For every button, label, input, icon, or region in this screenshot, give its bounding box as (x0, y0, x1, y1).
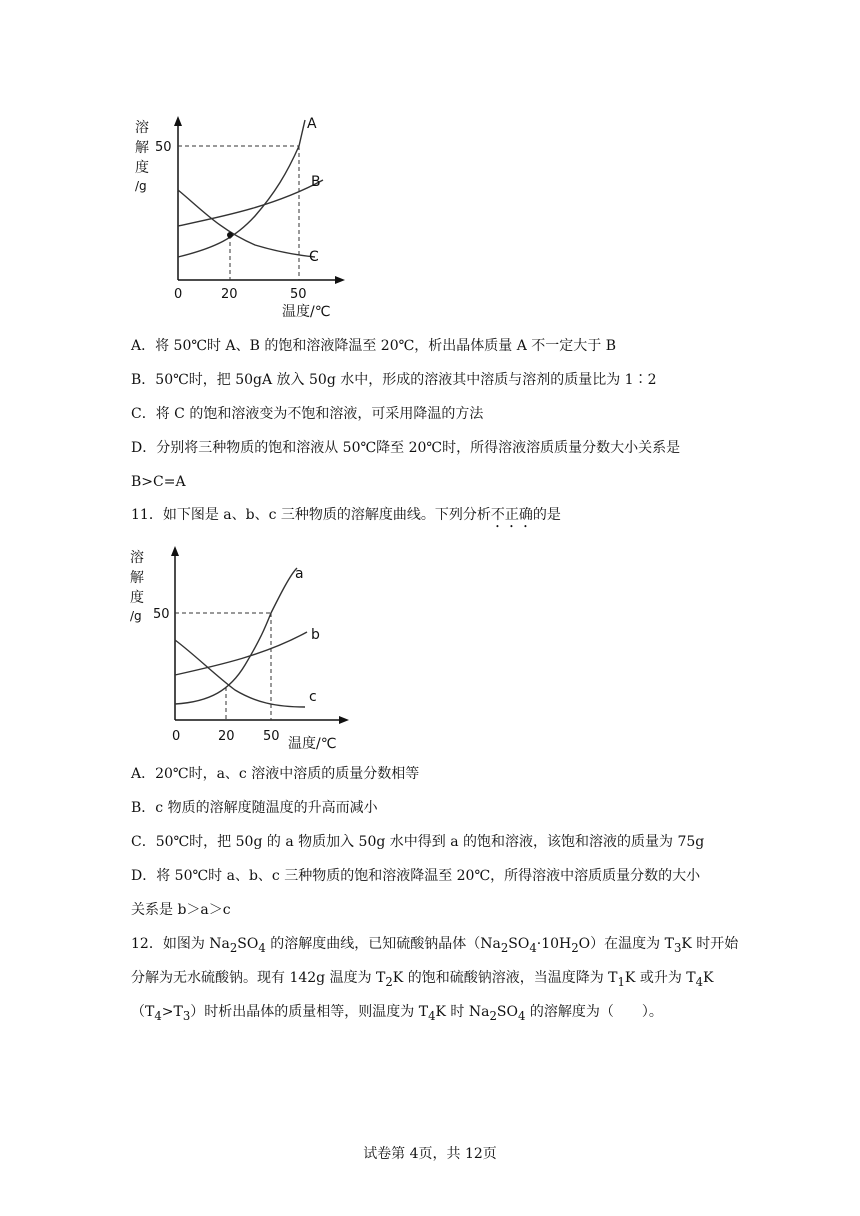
subscript: 2 (489, 1008, 497, 1023)
y-tick-50: 50 (155, 140, 172, 155)
series-label-b: B (311, 174, 321, 190)
subscript: 4 (529, 940, 537, 955)
x-axis-arrow (335, 276, 345, 284)
x-label: 温度/℃ (282, 304, 331, 320)
q11-stem-pre: 11．如下图是 a、b、c 三种物质的溶解度曲线。下列分析 (131, 507, 491, 523)
curve-b (175, 632, 307, 675)
x-tick-0: 0 (174, 287, 183, 302)
y-tick-50: 50 (153, 607, 170, 622)
q12-text: O）在温度为 T (578, 936, 674, 952)
subscript: 2 (229, 940, 238, 955)
q12-text: K 时开始 (681, 936, 739, 952)
q12-text: 的溶解度曲线，已知硫酸钠晶体（Na (265, 936, 501, 952)
subscript: 2 (571, 940, 579, 955)
q12-text: >T (161, 1004, 183, 1020)
x-axis-arrow (339, 716, 349, 724)
q11-stem-emphasis: 不正确 (490, 507, 533, 523)
q10-option-d-cont: B>C=A (131, 474, 186, 490)
q11-option-c: C．50℃时，把 50g 的 a 物质加入 50g 水中得到 a 的饱和溶液，该饱和溶液的质量为 75g (131, 834, 705, 850)
q12-text: K 的饱和硫酸钠溶液，当温度降为 T (392, 970, 618, 986)
q12-line-2 (131, 968, 714, 992)
subscript: 4 (428, 1008, 436, 1023)
q11-option-d: D．将 50℃时 a、b、c 三种物质的饱和溶液降温至 20℃，所得溶液中溶质质量分数的大小 (131, 868, 701, 884)
x-tick-20: 20 (218, 729, 235, 744)
q11-option-b: B．c 物质的溶解度随温度的升高而减小 (131, 800, 378, 816)
y-axis-arrow (174, 116, 182, 126)
y-label-2: 解 (135, 140, 149, 156)
intersection-point (227, 232, 233, 238)
q12-line-1 (131, 934, 738, 958)
y-label-4: /g (135, 179, 147, 193)
q12-text: SO (237, 936, 259, 952)
q12-text: K (703, 970, 714, 986)
x-tick-50: 50 (263, 729, 280, 744)
subscript: 3 (673, 940, 682, 955)
x-tick-0: 0 (172, 729, 181, 744)
curve-b (178, 180, 323, 226)
q12-text: K 时 Na (435, 1004, 490, 1020)
series-label-a: a (295, 566, 304, 582)
curve-a (175, 568, 297, 704)
q10-option-a: A．将 50℃时 A、B 的饱和溶液降温至 20℃，析出晶体质量 A 不一定大于 B (131, 338, 617, 354)
subscript: 2 (500, 940, 509, 955)
y-label-4: /g (130, 609, 142, 623)
y-label-3: 度 (130, 590, 144, 606)
series-label-b: b (311, 627, 320, 643)
q12-text: K 或升为 T (624, 970, 696, 986)
y-label-2: 解 (130, 570, 144, 586)
subscript: 3 (182, 1008, 191, 1023)
q12-text: ）时析出晶体的质量相等，则温度为 T (190, 1004, 429, 1020)
q11-stem (131, 505, 561, 531)
solubility-chart-abc (125, 108, 365, 323)
series-label-a: A (307, 116, 317, 132)
subscript: 4 (695, 974, 704, 989)
subscript: 1 (617, 974, 625, 989)
q10-option-b: B．50℃时，把 50gA 放入 50g 水中，形成的溶液其中溶质与溶剂的质量比为 1∶2 (131, 372, 657, 388)
q10-option-c: C．将 C 的饱和溶液变为不饱和溶液，可采用降温的方法 (131, 406, 484, 422)
subscript: 4 (517, 1008, 526, 1023)
x-tick-50: 50 (290, 287, 307, 302)
q12-text: 12．如图为 Na (131, 936, 230, 952)
x-tick-20: 20 (221, 287, 238, 302)
q12-text: ·10H (536, 936, 572, 952)
page-footer: 试卷第 4页，共 12页 (363, 1146, 497, 1162)
q11-option-a: A．20℃时，a、c 溶液中溶质的质量分数相等 (131, 766, 420, 782)
q11-stem-post: 的是 (532, 507, 561, 523)
series-label-c: C (309, 249, 319, 265)
subscript: 4 (258, 940, 266, 955)
subscript: 2 (385, 974, 393, 989)
q10-option-d: D．分别将三种物质的饱和溶液从 50℃降至 20℃时，所得溶液溶质质量分数大小关系是 (131, 440, 681, 456)
series-label-c: c (309, 689, 317, 705)
q12-line-3 (131, 1002, 663, 1026)
q12-text: （T (131, 1004, 155, 1020)
q11-option-d-cont: 关系是 b＞a＞c (131, 902, 231, 918)
q12-text: SO (496, 1004, 518, 1020)
y-label-1: 溶 (135, 120, 149, 136)
solubility-chart-abc-lower (125, 540, 365, 755)
y-axis-arrow (171, 546, 179, 556)
curve-a (178, 120, 305, 257)
q12-text: 的溶解度为（ ）。 (525, 1004, 663, 1020)
curve-c (178, 190, 315, 257)
y-label-3: 度 (135, 160, 149, 176)
subscript: 4 (154, 1008, 162, 1023)
y-label-1: 溶 (130, 550, 144, 566)
q12-text: SO (508, 936, 530, 952)
q12-text: 分解为无水硫酸钠。现有 142g 温度为 T (131, 970, 386, 986)
x-label: 温度/℃ (288, 736, 337, 752)
